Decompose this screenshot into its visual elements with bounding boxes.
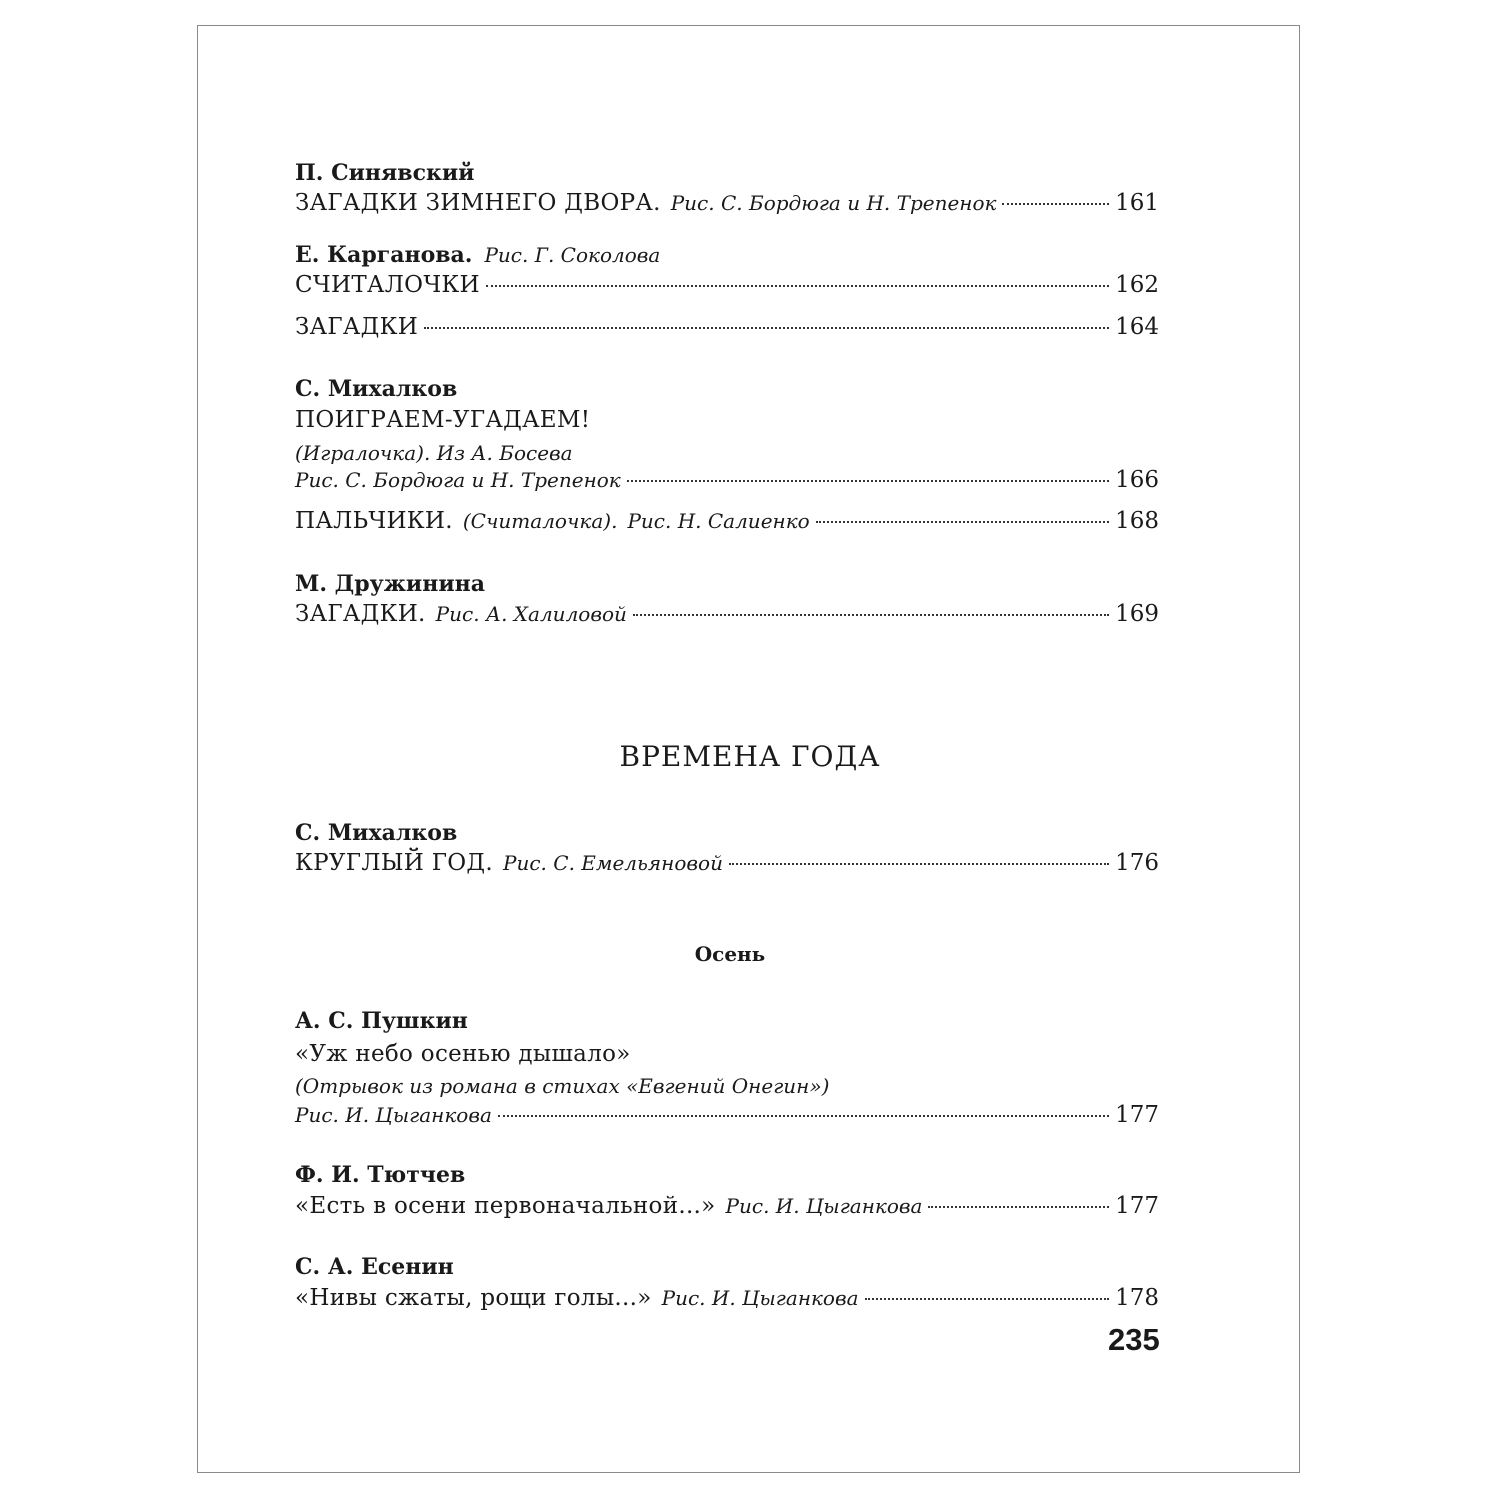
author-illustrator: Рис. Г. Соколова: [484, 243, 661, 267]
author-esenin: С. А. Есенин: [295, 1254, 454, 1280]
entry-note: (Считалочка).: [462, 509, 618, 533]
entry-title: «Есть в осени первоначальной...»: [295, 1193, 716, 1219]
toc-entry-zagadki[interactable]: [295, 314, 1159, 340]
entry-page: 169: [1115, 601, 1159, 627]
entry-illustrator: Рис. А. Халиловой: [435, 602, 627, 626]
entry-page: 161: [1115, 190, 1159, 216]
entry-title: ПАЛЬЧИКИ.: [295, 508, 453, 534]
dot-leader: [633, 614, 1109, 616]
dot-leader: [1002, 203, 1109, 205]
entry-page: 164: [1115, 314, 1159, 340]
entry-page: 178: [1115, 1285, 1159, 1311]
dot-leader: [729, 863, 1109, 865]
entry-page: 177: [1115, 1193, 1159, 1219]
entry-title-poigraem[interactable]: ПОИГРАЕМ-УГАДАЕМ!: [295, 407, 591, 433]
entry-title: «Нивы сжаты, рощи голы...»: [295, 1285, 652, 1311]
dot-leader: [816, 521, 1109, 523]
entry-illustrator: Рис. С. Емельяновой: [503, 851, 723, 875]
toc-entry-est-v-oseni[interactable]: [295, 1193, 1159, 1219]
entry-illustrator: Рис. И. Цыганкова: [725, 1194, 923, 1218]
entry-illustrator: Рис. Н. Салиенко: [627, 509, 810, 533]
entry-subtitle: (Отрывок из романа в стихах «Евгений Онегин»): [295, 1074, 830, 1098]
section-title: ВРЕМЕНА ГОДА: [619, 740, 881, 773]
entry-subtitle: (Игралочка). Из А. Босева: [295, 441, 573, 465]
entry-illustrator: Рис. И. Цыганкова: [295, 1103, 492, 1127]
toc-entry-nivy-szhaty[interactable]: [295, 1285, 1159, 1311]
toc-entry-zagadki-druzhinina[interactable]: [295, 601, 1159, 627]
author-sinyavsky: П. Синявский: [295, 160, 475, 186]
subsection-title-osen: Осень: [694, 942, 766, 966]
author-druzhinina: М. Дружинина: [295, 571, 486, 597]
dot-leader: [928, 1206, 1109, 1208]
entry-page: 176: [1115, 850, 1159, 876]
entry-illustrator: Рис. С. Бордюга и Н. Трепенок: [670, 191, 997, 215]
dot-leader: [486, 285, 1109, 287]
entry-page: 168: [1115, 508, 1159, 534]
entry-illustrator: Рис. И. Цыганкова: [661, 1286, 859, 1310]
entry-title: ЗАГАДКИ: [295, 314, 419, 340]
author-pushkin: А. С. Пушкин: [295, 1008, 468, 1034]
entry-title-uzh-nebo[interactable]: «Уж небо осенью дышало»: [295, 1041, 631, 1067]
toc-entry-schitalochki[interactable]: [295, 272, 1159, 298]
toc-entry-zagadki-zimnego-dvora[interactable]: [295, 190, 1159, 216]
page-number: 235: [1108, 1322, 1160, 1357]
toc-entry-poigraem-illus[interactable]: [295, 467, 1159, 493]
entry-illustrator: Рис. С. Бордюга и Н. Трепенок: [295, 468, 621, 492]
entry-page: 166: [1115, 467, 1159, 493]
author-karganova: Е. Карганова.: [295, 242, 473, 268]
entry-page: 162: [1115, 272, 1159, 298]
entry-page: 177: [1115, 1102, 1159, 1128]
entry-title: ЗАГАДКИ ЗИМНЕГО ДВОРА.: [295, 190, 661, 216]
toc-entry-palchiki[interactable]: [295, 508, 1159, 534]
dot-leader: [424, 327, 1109, 329]
author-mikhalkov-2: С. Михалков: [295, 820, 458, 846]
toc-entry-pushkin-illus[interactable]: [295, 1102, 1159, 1128]
entry-title: СЧИТАЛОЧКИ: [295, 272, 480, 298]
author-tyutchev: Ф. И. Тютчев: [295, 1162, 466, 1188]
dot-leader: [627, 480, 1109, 482]
toc-entry-krugly-god[interactable]: [295, 850, 1159, 876]
author-line-karganova: [295, 242, 660, 268]
entry-title: ЗАГАДКИ.: [295, 601, 426, 627]
author-mikhalkov: С. Михалков: [295, 376, 458, 402]
dot-leader: [498, 1115, 1109, 1117]
dot-leader: [865, 1298, 1110, 1300]
entry-title: КРУГЛЫЙ ГОД.: [295, 850, 494, 876]
